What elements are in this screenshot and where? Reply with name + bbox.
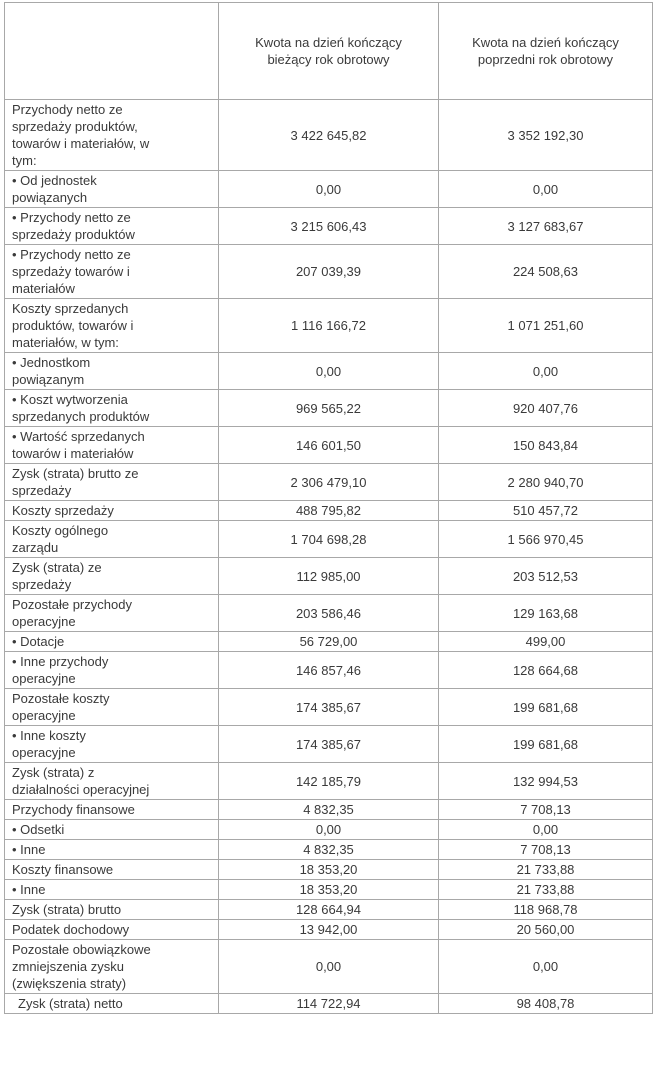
- row-value-current: 142 185,79: [219, 763, 439, 800]
- row-value-current: 2 306 479,10: [219, 464, 439, 501]
- row-label-cell: [5, 521, 219, 558]
- row-label: • Koszt wytworzenia sprzedanych produktów: [12, 392, 150, 424]
- row-label-cell: [5, 800, 219, 820]
- row-label-cell: [5, 940, 219, 994]
- row-label: Przychody finansowe: [12, 802, 135, 817]
- row-value-previous: 132 994,53: [439, 763, 653, 800]
- header-previous-year: [439, 3, 653, 100]
- header-current-year: [219, 3, 439, 100]
- row-value-current: 969 565,22: [219, 390, 439, 427]
- row-value-current: 174 385,67: [219, 689, 439, 726]
- row-value-previous: 129 163,68: [439, 595, 653, 632]
- table-row: [5, 595, 653, 632]
- row-label-cell: [5, 860, 219, 880]
- row-value-current: 56 729,00: [219, 632, 439, 652]
- row-label-cell: [5, 726, 219, 763]
- row-label: • Dotacje: [12, 634, 65, 649]
- row-value-previous: 199 681,68: [439, 726, 653, 763]
- row-value-current: 0,00: [219, 940, 439, 994]
- row-label: Podatek dochodowy: [12, 922, 130, 937]
- row-value-current: 3 215 606,43: [219, 208, 439, 245]
- row-value-previous: 203 512,53: [439, 558, 653, 595]
- table-row: [5, 353, 653, 390]
- row-value-current: 112 985,00: [219, 558, 439, 595]
- row-value-previous: 20 560,00: [439, 920, 653, 940]
- row-value-previous: 98 408,78: [439, 994, 653, 1014]
- row-label-cell: [5, 900, 219, 920]
- row-label: • Inne koszty operacyjne: [12, 728, 86, 760]
- row-value-previous: 7 708,13: [439, 800, 653, 820]
- row-label: Koszty sprzedaży: [12, 503, 114, 518]
- row-label: Zysk (strata) z działalności operacyjnej: [12, 765, 150, 797]
- row-value-current: 4 832,35: [219, 800, 439, 820]
- row-label: Zysk (strata) brutto: [12, 902, 122, 917]
- table-row: [5, 652, 653, 689]
- row-value-current: 146 601,50: [219, 427, 439, 464]
- row-value-current: 18 353,20: [219, 860, 439, 880]
- row-label-cell: [5, 920, 219, 940]
- table-row: [5, 464, 653, 501]
- row-value-previous: 128 664,68: [439, 652, 653, 689]
- row-value-previous: 0,00: [439, 171, 653, 208]
- row-label-cell: [5, 763, 219, 800]
- table-row: [5, 390, 653, 427]
- row-value-current: 128 664,94: [219, 900, 439, 920]
- table-row: [5, 689, 653, 726]
- row-value-current: 13 942,00: [219, 920, 439, 940]
- row-label-cell: [5, 632, 219, 652]
- table-row: [5, 632, 653, 652]
- header-empty-cell: [5, 3, 219, 100]
- row-value-current: 174 385,67: [219, 726, 439, 763]
- row-label-cell: [5, 299, 219, 353]
- row-label: • Od jednostek powiązanych: [12, 173, 97, 205]
- row-label: • Przychody netto ze sprzedaży produktów: [12, 210, 135, 242]
- row-label: Koszty ogólnego zarządu: [12, 523, 109, 555]
- table-row: [5, 840, 653, 860]
- table-row: [5, 726, 653, 763]
- row-value-previous: 0,00: [439, 820, 653, 840]
- row-value-previous: 118 968,78: [439, 900, 653, 920]
- row-label: Pozostałe koszty operacyjne: [12, 691, 110, 723]
- row-value-previous: 0,00: [439, 940, 653, 994]
- table-row: [5, 800, 653, 820]
- table-row: [5, 521, 653, 558]
- row-value-previous: 1 566 970,45: [439, 521, 653, 558]
- row-value-previous: 920 407,76: [439, 390, 653, 427]
- row-label: • Inne: [12, 842, 46, 857]
- row-value-previous: 3 352 192,30: [439, 100, 653, 171]
- row-value-current: 0,00: [219, 171, 439, 208]
- header-previous-year-label: Kwota na dzień kończący poprzedni rok obrotowy: [472, 35, 619, 67]
- row-label-cell: [5, 994, 219, 1014]
- header-current-year-label: Kwota na dzień kończący bieżący rok obrotowy: [255, 35, 402, 67]
- row-label: Zysk (strata) netto: [18, 996, 123, 1011]
- row-value-current: 207 039,39: [219, 245, 439, 299]
- row-label: Zysk (strata) brutto ze sprzedaży: [12, 466, 139, 498]
- profit-and-loss-table: [4, 2, 653, 1014]
- row-label-cell: [5, 558, 219, 595]
- row-value-previous: 7 708,13: [439, 840, 653, 860]
- row-value-previous: 1 071 251,60: [439, 299, 653, 353]
- table-row: [5, 501, 653, 521]
- row-value-previous: 150 843,84: [439, 427, 653, 464]
- row-label-cell: [5, 595, 219, 632]
- row-label-cell: [5, 880, 219, 900]
- row-value-current: 3 422 645,82: [219, 100, 439, 171]
- row-label-cell: [5, 689, 219, 726]
- row-value-current: 488 795,82: [219, 501, 439, 521]
- table-row: [5, 763, 653, 800]
- row-value-previous: 224 508,63: [439, 245, 653, 299]
- row-label-cell: [5, 245, 219, 299]
- row-label-cell: [5, 820, 219, 840]
- table-row: [5, 940, 653, 994]
- row-value-current: 0,00: [219, 820, 439, 840]
- row-value-current: 1 704 698,28: [219, 521, 439, 558]
- row-label: • Jednostkom powiązanym: [12, 355, 91, 387]
- row-value-previous: 0,00: [439, 353, 653, 390]
- table-row: [5, 880, 653, 900]
- row-label: • Inne przychody operacyjne: [12, 654, 109, 686]
- row-label-cell: [5, 100, 219, 171]
- table-row: [5, 994, 653, 1014]
- table-row: [5, 920, 653, 940]
- row-label: • Inne: [12, 882, 46, 897]
- table-body: [5, 100, 653, 1014]
- row-value-previous: 199 681,68: [439, 689, 653, 726]
- table-row: [5, 245, 653, 299]
- row-label-cell: [5, 840, 219, 860]
- row-label: • Wartość sprzedanych towarów i materiałów: [12, 429, 145, 461]
- row-label: Koszty sprzedanych produktów, towarów i materiałów, w tym:: [12, 301, 134, 350]
- row-value-current: 146 857,46: [219, 652, 439, 689]
- row-value-previous: 510 457,72: [439, 501, 653, 521]
- header-row: [5, 3, 653, 100]
- row-value-previous: 21 733,88: [439, 880, 653, 900]
- row-value-previous: 21 733,88: [439, 860, 653, 880]
- row-value-current: 4 832,35: [219, 840, 439, 860]
- table-row: [5, 299, 653, 353]
- row-value-current: 114 722,94: [219, 994, 439, 1014]
- table-row: [5, 171, 653, 208]
- row-label-cell: [5, 208, 219, 245]
- row-label: Pozostałe obowiązkowe zmniejszenia zysku (zwiększenia straty): [12, 942, 151, 991]
- row-value-current: 1 116 166,72: [219, 299, 439, 353]
- row-label-cell: [5, 353, 219, 390]
- row-label: Koszty finansowe: [12, 862, 114, 877]
- row-label: • Odsetki: [12, 822, 65, 837]
- table-row: [5, 427, 653, 464]
- row-value-current: 203 586,46: [219, 595, 439, 632]
- table-row: [5, 558, 653, 595]
- row-value-previous: 2 280 940,70: [439, 464, 653, 501]
- row-label-cell: [5, 390, 219, 427]
- table-row: [5, 208, 653, 245]
- table-row: [5, 820, 653, 840]
- row-label-cell: [5, 427, 219, 464]
- row-value-previous: 499,00: [439, 632, 653, 652]
- row-value-current: 0,00: [219, 353, 439, 390]
- table-row: [5, 100, 653, 171]
- row-label: Przychody netto ze sprzedaży produktów, towarów i materiałów, w tym:: [12, 102, 150, 168]
- row-value-current: 18 353,20: [219, 880, 439, 900]
- row-label-cell: [5, 652, 219, 689]
- row-label-cell: [5, 501, 219, 521]
- row-label: Pozostałe przychody operacyjne: [12, 597, 132, 629]
- table-row: [5, 860, 653, 880]
- row-label: • Przychody netto ze sprzedaży towarów i materiałów: [12, 247, 131, 296]
- row-label: Zysk (strata) ze sprzedaży: [12, 560, 102, 592]
- row-value-previous: 3 127 683,67: [439, 208, 653, 245]
- table-row: [5, 900, 653, 920]
- row-label-cell: [5, 171, 219, 208]
- row-label-cell: [5, 464, 219, 501]
